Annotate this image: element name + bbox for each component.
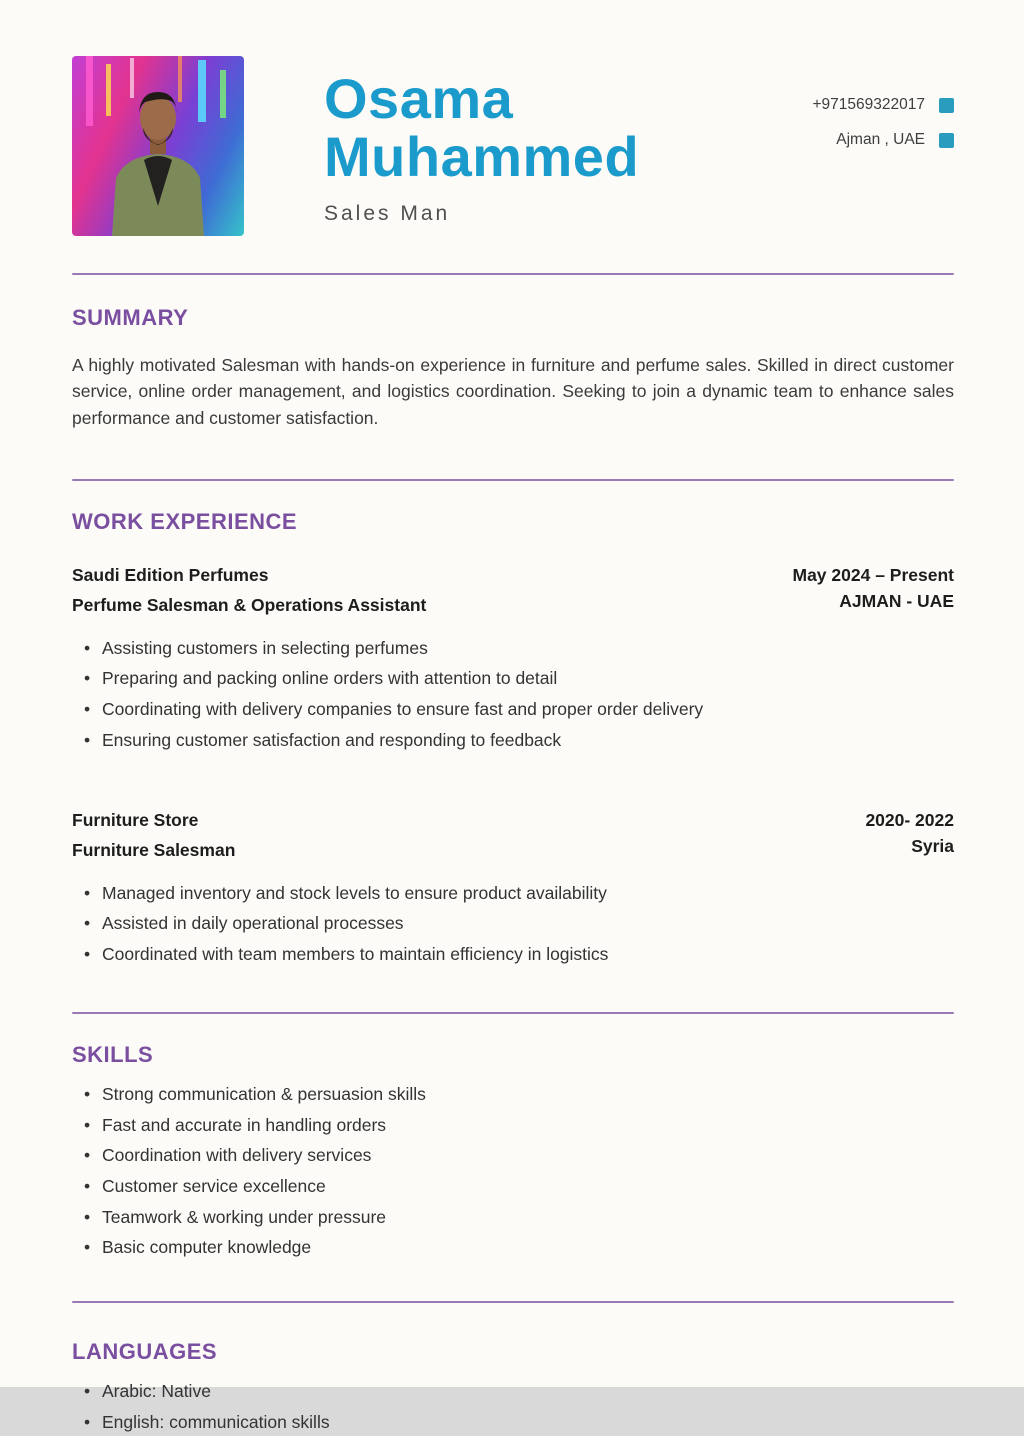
- job-bullet: • Managed inventory and stock levels to ensure product availability: [72, 881, 954, 907]
- job-company: Saudi Edition Perfumes: [72, 564, 269, 585]
- location-text: Ajman , UAE: [836, 131, 925, 148]
- skills-heading: SKILLS: [72, 1041, 154, 1067]
- job-bullet: • Preparing and packing online orders with attention to detail: [72, 666, 954, 692]
- candidate-job-title: Sales Man: [324, 202, 451, 226]
- job-role: Furniture Salesman: [72, 839, 236, 860]
- job-left: [72, 810, 235, 861]
- summary-heading: SUMMARY: [72, 305, 189, 330]
- job-dates: 2020- 2022: [865, 809, 954, 830]
- job-header: [72, 565, 954, 616]
- job-right: [865, 810, 954, 857]
- job-company: Furniture Store: [72, 809, 199, 830]
- language-item: • English: communication skills: [72, 1410, 954, 1436]
- job-bullet: • Coordinating with delivery companies to ensure fast and proper order delivery: [72, 697, 954, 723]
- job-bullet: • Ensuring customer satisfaction and responding to feedback: [72, 728, 954, 754]
- section-divider: [72, 479, 954, 481]
- profile-photo-placeholder: [72, 56, 244, 236]
- skill-item: • Customer service excellence: [72, 1174, 954, 1200]
- candidate-first-name: Osama: [324, 67, 514, 130]
- summary-text: A highly motivated Salesman with hands-on experience in furniture and perfume sales. Skilled in direct customer service, online order management, and logistics coordination. Seeking to join a dynamic team to enhance sales performance and customer satisfaction.: [72, 355, 954, 428]
- skill-item: • Fast and accurate in handling orders: [72, 1113, 954, 1139]
- job-bullet: • Assisting customers in selecting perfumes: [72, 636, 954, 662]
- job-location: AJMAN - UAE: [839, 590, 954, 611]
- language-item: • Arabic: Native: [72, 1379, 954, 1405]
- location-icon: [939, 133, 954, 148]
- skill-item: • Teamwork & working under pressure: [72, 1205, 954, 1231]
- contact-block: [813, 56, 955, 149]
- job-bullets: [72, 881, 954, 968]
- languages-heading: LANGUAGES: [72, 1339, 218, 1365]
- job-bullet: • Assisted in daily operational processes: [72, 911, 954, 937]
- candidate-last-name: Muhammed: [324, 125, 640, 189]
- contact-phone-row: [813, 96, 955, 114]
- section-divider: [72, 1012, 954, 1014]
- contact-location-row: [836, 131, 954, 149]
- job-location: Syria: [911, 835, 954, 856]
- phone-number: +971569322017: [812, 96, 925, 113]
- skill-item: • Strong communication & persuasion skills: [72, 1082, 954, 1108]
- section-divider: [72, 273, 954, 275]
- job-role: Perfume Salesman & Operations Assistant: [72, 594, 427, 615]
- job-entry: [72, 565, 954, 754]
- job-bullets: [72, 636, 954, 754]
- job-entry: [72, 810, 954, 968]
- job-header: [72, 810, 954, 861]
- work-experience-heading: WORK EXPERIENCE: [72, 508, 298, 534]
- phone-icon: [939, 98, 954, 113]
- job-bullet: • Coordinated with team members to maintain efficiency in logistics: [72, 942, 954, 968]
- job-left: [72, 565, 426, 616]
- section-divider: [72, 1301, 954, 1303]
- job-dates: May 2024 – Present: [792, 564, 954, 585]
- job-right: [793, 565, 955, 612]
- skills-list: [72, 1082, 954, 1261]
- skill-item: • Basic computer knowledge: [72, 1235, 954, 1261]
- skill-item: • Coordination with delivery services: [72, 1143, 954, 1169]
- profile-photo: [72, 56, 244, 236]
- languages-list: [72, 1379, 954, 1435]
- candidate-name: [324, 67, 640, 189]
- name-block: [324, 56, 639, 226]
- header: [72, 56, 954, 236]
